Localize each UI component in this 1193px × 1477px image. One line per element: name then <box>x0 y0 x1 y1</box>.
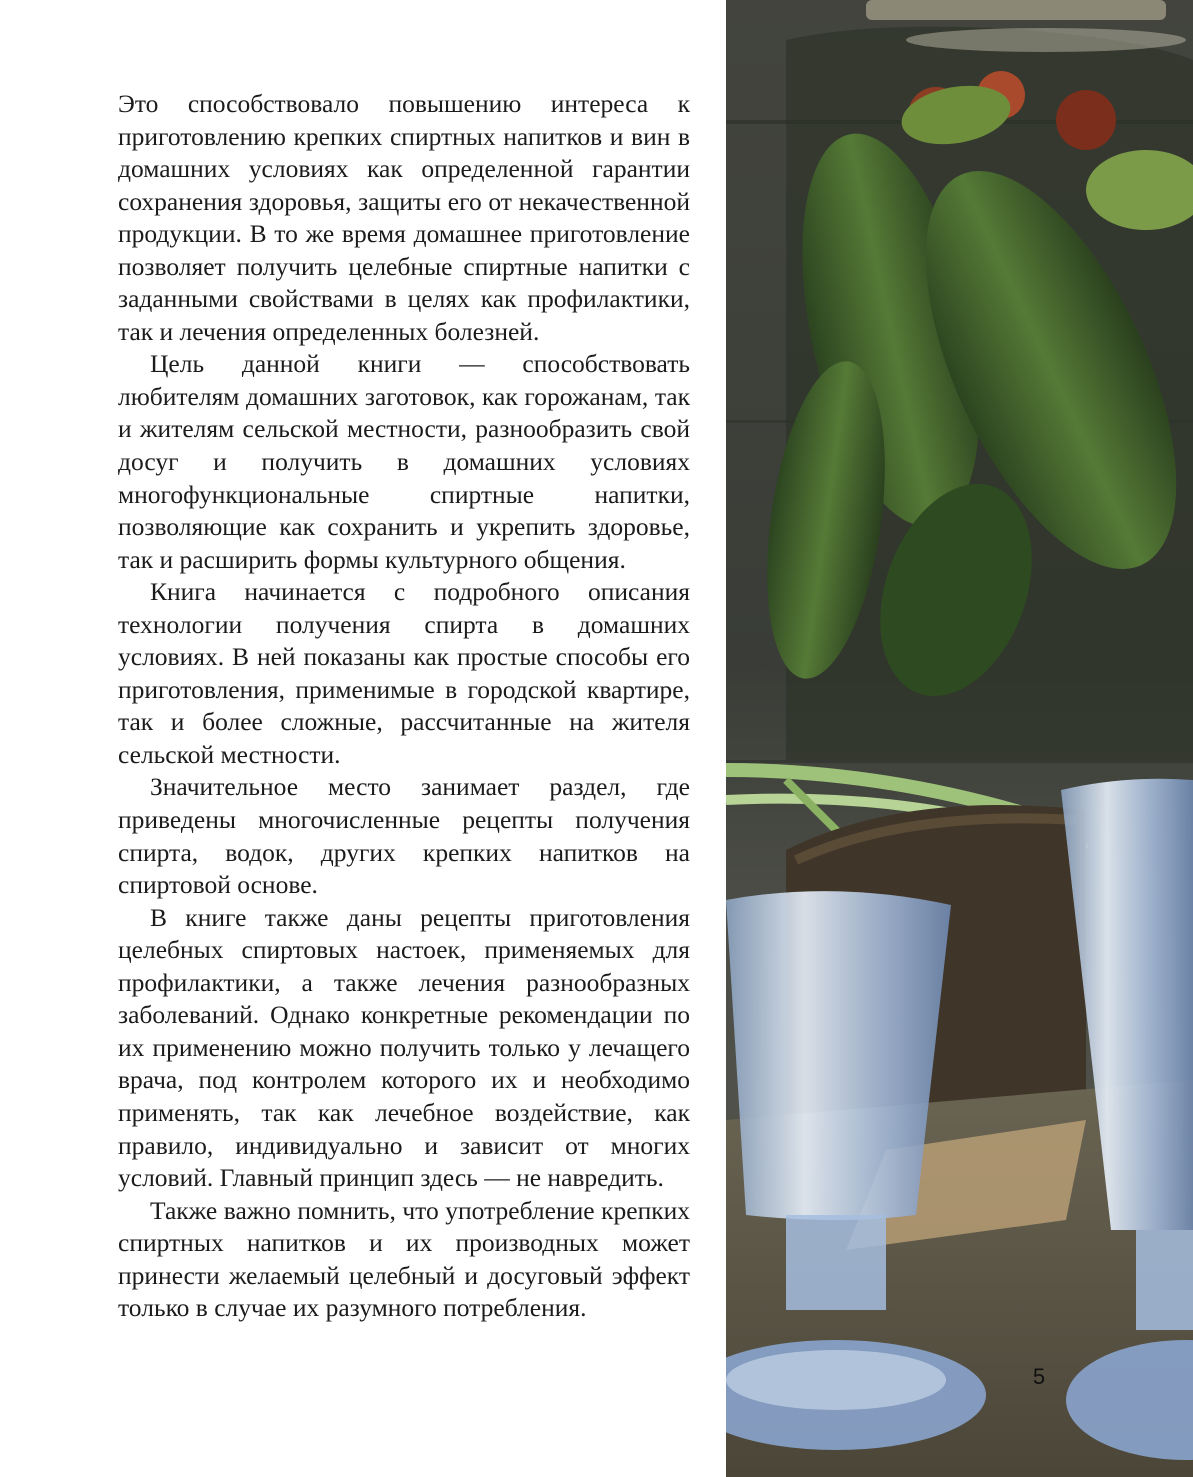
page-number: 5 <box>1032 1364 1046 1389</box>
still-life-photo <box>726 0 1193 1477</box>
paragraph-2: Цель данной книги — способствовать любителям домашних заготовок, как горожанам, так и жителям сельской местности, разнообразить свой досуг и получить в домашних условиях многофункциональные спиртные напитки, позволяющие как сохранить и укрепить здоровье, так и расширить формы культурного общения. <box>118 349 690 574</box>
paragraph-4: Значительное место занимает раздел, где приведены многочисленные рецепты получения спирта, водок, других крепких напитков на спиртовой основе. <box>118 772 690 900</box>
paragraph-5: В книге также даны рецепты приготовления целебных спиртовых настоек, применяемых для профилактики, а также лечения разнообразных заболеваний. Однако конкретные рекомендации по их применению можно получить только у лечащего врача, под контролем которого их и необходимо применять, так как лечебное воздействие, как правило, индивидуально и зависит от многих условий. Главный принцип здесь — не навредить. <box>118 902 690 1193</box>
body-text <box>118 88 690 1325</box>
paragraph-6: Также важно помнить, что употребление крепких спиртных напитков и их производных может принести желаемый целебный и досуговый эффект только в случае их разумного потребления. <box>118 1195 690 1323</box>
paragraph-1: Это способствовало повышению интереса к приготовлению крепких спиртных напитков и вин в домашних условиях как определенной гарантии сохранения здоровья, защиты его от некачественной продукции. В то же время домашнее приготовление позволяет получить целебные спиртные напитки с заданными свойствами в целях как профилактики, так и лечения определенных болезней. <box>118 89 690 346</box>
paragraph-3: Книга начинается с подробного описания технологии получения спирта в домашних условиях. В ней показаны как простые способы его приготовления, применимые в городской квартире, так и более сложные, рассчитанные на жителя сельской местности. <box>118 577 690 769</box>
photo-illustration <box>726 0 1193 1477</box>
